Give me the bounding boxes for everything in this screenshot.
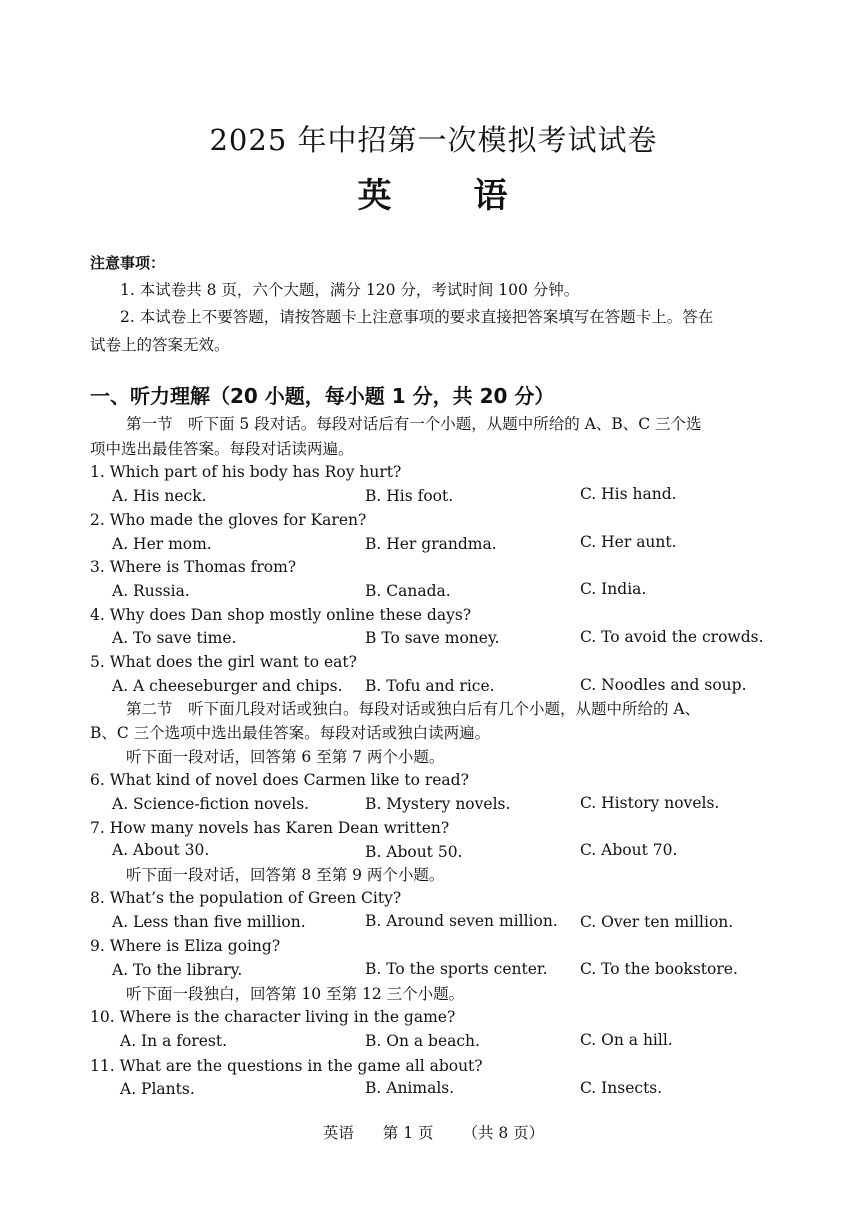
question-9: 9. Where is Eliza going? [90, 937, 281, 955]
question-2-option-a: A. Her mom. [112, 535, 212, 553]
question-6-option-a: A. Science-fiction novels. [112, 795, 310, 813]
page-footer [0, 1121, 867, 1143]
notice-item-1: 1. 本试卷共 8 页，六个大题，满分 120 分，考试时间 100 分钟。 [120, 281, 580, 299]
question-2-option-c: C. Her aunt. [580, 533, 677, 551]
question-11-option-c: C. Insects. [580, 1079, 663, 1097]
instruction-q8-q9: 听下面一段对话，回答第 8 至第 9 两个小题。 [126, 866, 445, 884]
question-2: 2. Who made the gloves for Karen? [90, 511, 367, 529]
question-4-option-a: A. To save time. [112, 629, 237, 647]
question-1: 1. Which part of his body has Roy hurt? [90, 463, 402, 481]
question-3-option-b: B. Canada. [365, 582, 451, 600]
question-4-option-c: C. To avoid the crowds. [580, 628, 764, 646]
question-11-option-a: A. Plants. [120, 1080, 195, 1098]
question-1-option-b: B. His foot. [365, 487, 454, 505]
part1-instruction-line-2: 项中选出最佳答案。每段对话读两遍。 [90, 440, 354, 458]
footer-page-number: 第 1 页 [382, 1124, 434, 1142]
question-3-option-c: C. India. [580, 580, 647, 598]
question-1-option-c: C. His hand. [580, 485, 677, 503]
exam-title: 2025 年中招第一次模拟考试试卷 [209, 123, 658, 157]
question-7-option-c: C. About 70. [580, 841, 678, 859]
question-6-option-b: B. Mystery novels. [365, 795, 511, 813]
question-4: 4. Why does Dan shop mostly online these days? [90, 606, 472, 624]
question-6: 6. What kind of novel does Carmen like to read? [90, 771, 469, 789]
subject-title [0, 168, 867, 217]
part2-instruction-line-1: 第二节 听下面几段对话或独白。每段对话或独白后有几个小题，从题中所给的 A、 [126, 700, 701, 718]
subject-char-1: 英 [357, 176, 394, 216]
question-10-option-a: A. In a forest. [120, 1032, 228, 1050]
notice-heading: 注意事项： [90, 254, 166, 272]
notice-item-2-line-2: 试卷上的答案无效。 [90, 336, 230, 354]
question-7: 7. How many novels has Karen Dean written? [90, 819, 450, 837]
question-4-option-b: B To save money. [365, 629, 500, 647]
question-1-option-a: A. His neck. [112, 487, 207, 505]
part2-instruction-line-2: B、C 三个选项中选出最佳答案。每段对话或独白读两遍。 [90, 724, 491, 742]
question-5: 5. What does the girl want to eat? [90, 653, 357, 671]
question-6-option-c: C. History novels. [580, 794, 720, 812]
question-11: 11. What are the questions in the game all about? [90, 1057, 483, 1075]
instruction-q10-q12: 听下面一段独白，回答第 10 至第 12 三个小题。 [126, 985, 465, 1003]
question-8-option-c: C. Over ten million. [580, 913, 734, 931]
question-10-option-c: C. On a hill. [580, 1031, 673, 1049]
question-10: 10. Where is the character living in the game? [90, 1008, 456, 1026]
question-3: 3. Where is Thomas from? [90, 558, 297, 576]
notice-item-2-line-1: 2. 本试卷上不要答题，请按答题卡上注意事项的要求直接把答案填写在答题卡上。答在 [120, 308, 714, 326]
footer-total-pages: （共 8 页） [462, 1124, 545, 1142]
question-8-option-b: B. Around seven million. [365, 912, 558, 930]
instruction-q6-q7: 听下面一段对话，回答第 6 至第 7 两个小题。 [126, 748, 445, 766]
question-5-option-b: B. Tofu and rice. [365, 677, 495, 695]
question-3-option-a: A. Russia. [112, 582, 190, 600]
section-heading: 一、听力理解（20 小题，每小题 1 分，共 20 分） [90, 384, 555, 408]
question-8: 8. What’s the population of Green City? [90, 889, 402, 907]
question-11-option-b: B. Animals. [365, 1079, 455, 1097]
question-8-option-a: A. Less than five million. [112, 913, 306, 931]
footer-subject: 英语 [322, 1124, 354, 1142]
question-7-option-b: B. About 50. [365, 843, 463, 861]
subject-char-2: 语 [473, 176, 510, 216]
question-9-option-b: B. To the sports center. [365, 960, 548, 978]
question-2-option-b: B. Her grandma. [365, 535, 497, 553]
question-9-option-a: A. To the library. [112, 961, 243, 979]
question-7-option-a: A. About 30. [112, 841, 210, 859]
question-10-option-b: B. On a beach. [365, 1032, 480, 1050]
part1-instruction-line-1: 第一节 听下面 5 段对话。每段对话后有一个小题，从题中所给的 A、B、C 三个选 [126, 415, 702, 433]
question-9-option-c: C. To the bookstore. [580, 960, 738, 978]
question-5-option-a: A. A cheeseburger and chips. [112, 677, 343, 695]
question-5-option-c: C. Noodles and soup. [580, 676, 747, 694]
